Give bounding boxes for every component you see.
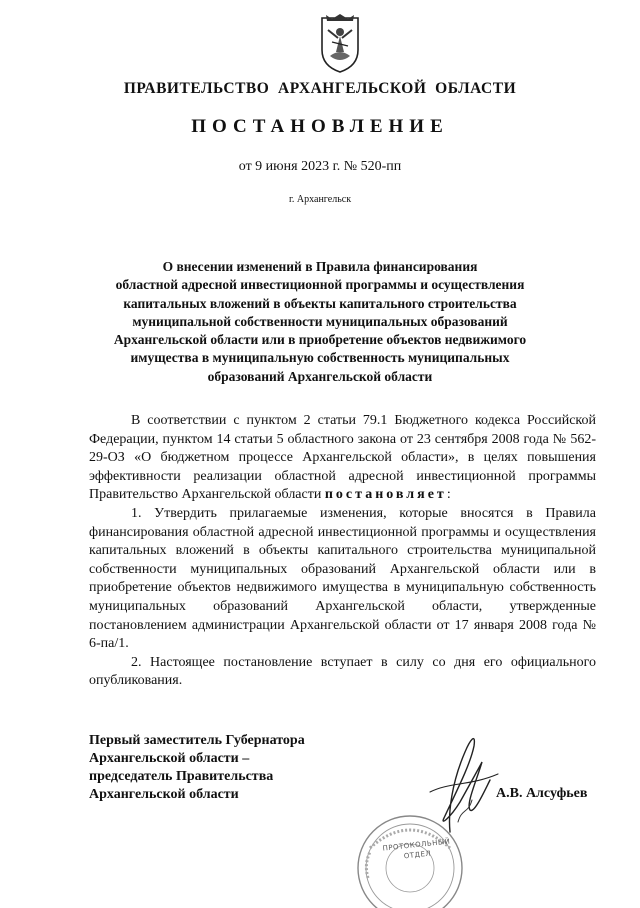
title-line: областной адресной инвестиционной программы и осуществления (115, 277, 525, 293)
title-line: О внесении изменений в Правила финансирования (162, 259, 478, 274)
signatory-name: А.В. Алсуфьев (496, 786, 588, 801)
title-line: образований Архангельской области (207, 368, 433, 384)
government-name: ПРАВИТЕЛЬСТВО АРХАНГЕЛЬСКОЙ ОБЛАСТИ (123, 80, 517, 97)
title-line: муниципальной собственности муниципальных образований (132, 313, 508, 329)
preamble-text: В соответствии с пунктом 2 статьи 79.1 Бюджетного кодекса Российской Федерации, пунктом 14 статьи 5 областного закона от 23 сентября 2008 года № 562-29-ОЗ «О бюджетном процессе Архангельской области», в целях повышения эффективности реализации областной адресной инвестиционной программы Правительство Архангельской области (89, 413, 596, 503)
document-type: ПОСТАНОВЛЕНИЕ (191, 116, 449, 137)
preamble-colon: : (446, 487, 451, 503)
body-paragraph-preamble (89, 412, 596, 505)
stamp-line: ПРОТОКОЛЬНЫЙ (382, 837, 451, 853)
document-title (80, 258, 560, 386)
title-line: Архангельской области или в приобретение объектов недвижимого (113, 332, 527, 348)
position-line: Архангельской области (89, 787, 239, 802)
document-body (89, 412, 596, 691)
coat-of-arms-icon (318, 12, 362, 74)
document-city: г. Архангельск (288, 194, 352, 205)
document-date-number: от 9 июня 2023 г. № 520-пп (238, 159, 402, 174)
body-paragraph-item-1: 1. Утвердить прилагаемые изменения, которые вносятся в Правила финансирования областной адресной инвестиционной программы и осуществления капитальных вложений в объекты капитального строительства муниципальной собственности муниципальных образований Архангельской области или в приобретение объектов недвижимого имущества в муниципальную собственность муниципальных образований Архангельской области, утвержденные постановлением администрации Архангельской области от 17 января 2008 года № 6-па/1. (89, 505, 596, 652)
position-line: Первый заместитель Губернатора (89, 733, 305, 748)
position-line: председатель Правительства (89, 769, 274, 784)
title-line: имущества в муниципальную собственность муниципальных (130, 350, 510, 366)
signatory-position (89, 732, 349, 804)
position-line: Архангельской области – (89, 751, 250, 766)
title-line: капитальных вложений в объекты капитального строительства (123, 295, 517, 311)
body-paragraph-item-2: 2. Настоящее постановление вступает в силу со дня его официального опубликования. (89, 654, 596, 689)
stamp-line: ОТДЕЛ (403, 849, 432, 861)
resolves-word: постановляет (324, 487, 447, 503)
